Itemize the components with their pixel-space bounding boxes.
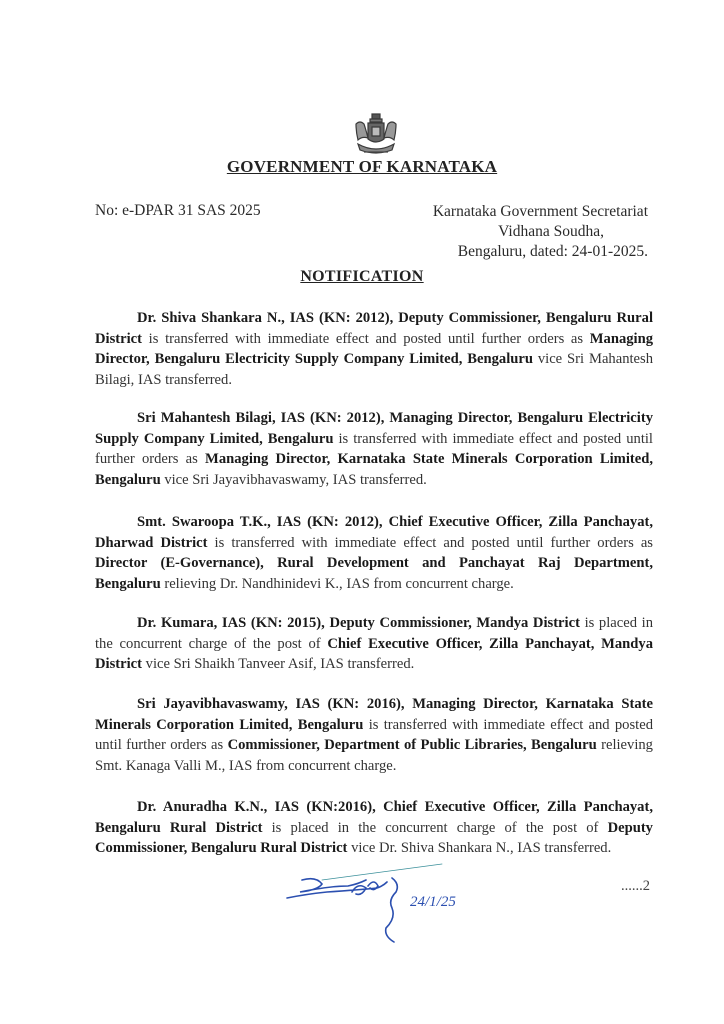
order-text: is placed in the concurrent charge of the post of — [262, 819, 608, 836]
transfer-order-paragraph — [95, 613, 653, 675]
new-post: Commissioner, Department of Public Libraries, Bengaluru — [227, 737, 597, 754]
secretariat-address — [433, 202, 648, 262]
officer-name: Dr. Shiva Shankara N., IAS (KN: 2012), Deputy Commissioner, Bengaluru Rural District — [95, 310, 653, 347]
order-text: is placed in the concurrent charge of the post of — [95, 615, 653, 652]
handwritten-signature-icon — [282, 858, 512, 948]
new-post: Director (E-Governance), Rural Development and Panchayat Raj Department, Bengaluru — [95, 555, 653, 592]
order-text: relieving Dr. Nandhinidevi K., IAS from concurrent charge. — [160, 575, 514, 592]
order-text: vice Sri Shaikh Tanveer Asif, IAS transferred. — [142, 656, 415, 673]
new-post: Managing Director, Karnataka State Minerals Corporation Limited, Bengaluru — [95, 451, 653, 488]
address-line-1: Karnataka Government Secretariat — [432, 203, 648, 220]
officer-name: Dr. Anuradha K.N., IAS (KN:2016), Chief Executive Officer, Zilla Panchayat, Bengaluru Rural District — [95, 799, 653, 836]
signature-date: 24/1/25 — [410, 894, 456, 910]
state-emblem-icon — [348, 110, 404, 158]
transfer-order-paragraph — [95, 694, 653, 776]
transfer-order-paragraph — [95, 512, 653, 594]
officer-name: Smt. Swaroopa T.K., IAS (KN: 2012), Chief Executive Officer, Zilla Panchayat, Dharwad District — [95, 514, 653, 551]
transfer-order-paragraph — [95, 408, 653, 490]
order-text: is transferred with immediate effect and posted until further orders as — [142, 330, 590, 347]
order-text: relieving Smt. Kanaga Valli M., IAS from concurrent charge. — [95, 737, 653, 774]
reference-number: No: e-DPAR 31 SAS 2025 — [95, 202, 261, 219]
page-continuation-marker: ......2 — [621, 878, 650, 894]
notification-title: NOTIFICATION — [300, 268, 424, 285]
address-date-line: Bengaluru, dated: 24-01-2025. — [457, 243, 648, 260]
government-title: GOVERNMENT OF KARNATAKA — [226, 157, 498, 176]
order-text: is transferred with immediate effect and posted until further orders as — [95, 430, 653, 468]
address-line-2: Vidhana Soudha, — [498, 223, 604, 240]
new-post: Chief Executive Officer, Zilla Panchayat, Mandya District — [95, 635, 653, 673]
order-text: vice Sri Jayavibhavaswamy, IAS transferred. — [160, 471, 427, 488]
new-post: Deputy Commissioner, Bengaluru Rural District — [95, 819, 653, 857]
officer-name: Dr. Kumara, IAS (KN: 2015), Deputy Commissioner, Mandya District — [137, 615, 580, 631]
transfer-order-paragraph — [95, 797, 653, 859]
order-text: is transferred with immediate effect and posted until further orders as — [95, 716, 653, 754]
order-text: vice Sri Mahantesh Bilagi, IAS transferred. — [95, 351, 653, 388]
order-text: is transferred with immediate effect and posted until further orders as — [207, 534, 653, 551]
officer-name: Sri Mahantesh Bilagi, IAS (KN: 2012), Managing Director, Bengaluru Electricity Supply Company Limited, Bengaluru — [95, 410, 653, 447]
officer-name: Sri Jayavibhavaswamy, IAS (KN: 2016), Managing Director, Karnataka State Minerals Corporation Limited, Bengaluru — [95, 696, 653, 733]
transfer-order-paragraph — [95, 308, 653, 390]
new-post: Managing Director, Bengaluru Electricity Supply Company Limited, Bengaluru — [95, 330, 653, 368]
order-text: vice Dr. Shiva Shankara N., IAS transferred. — [347, 840, 612, 857]
